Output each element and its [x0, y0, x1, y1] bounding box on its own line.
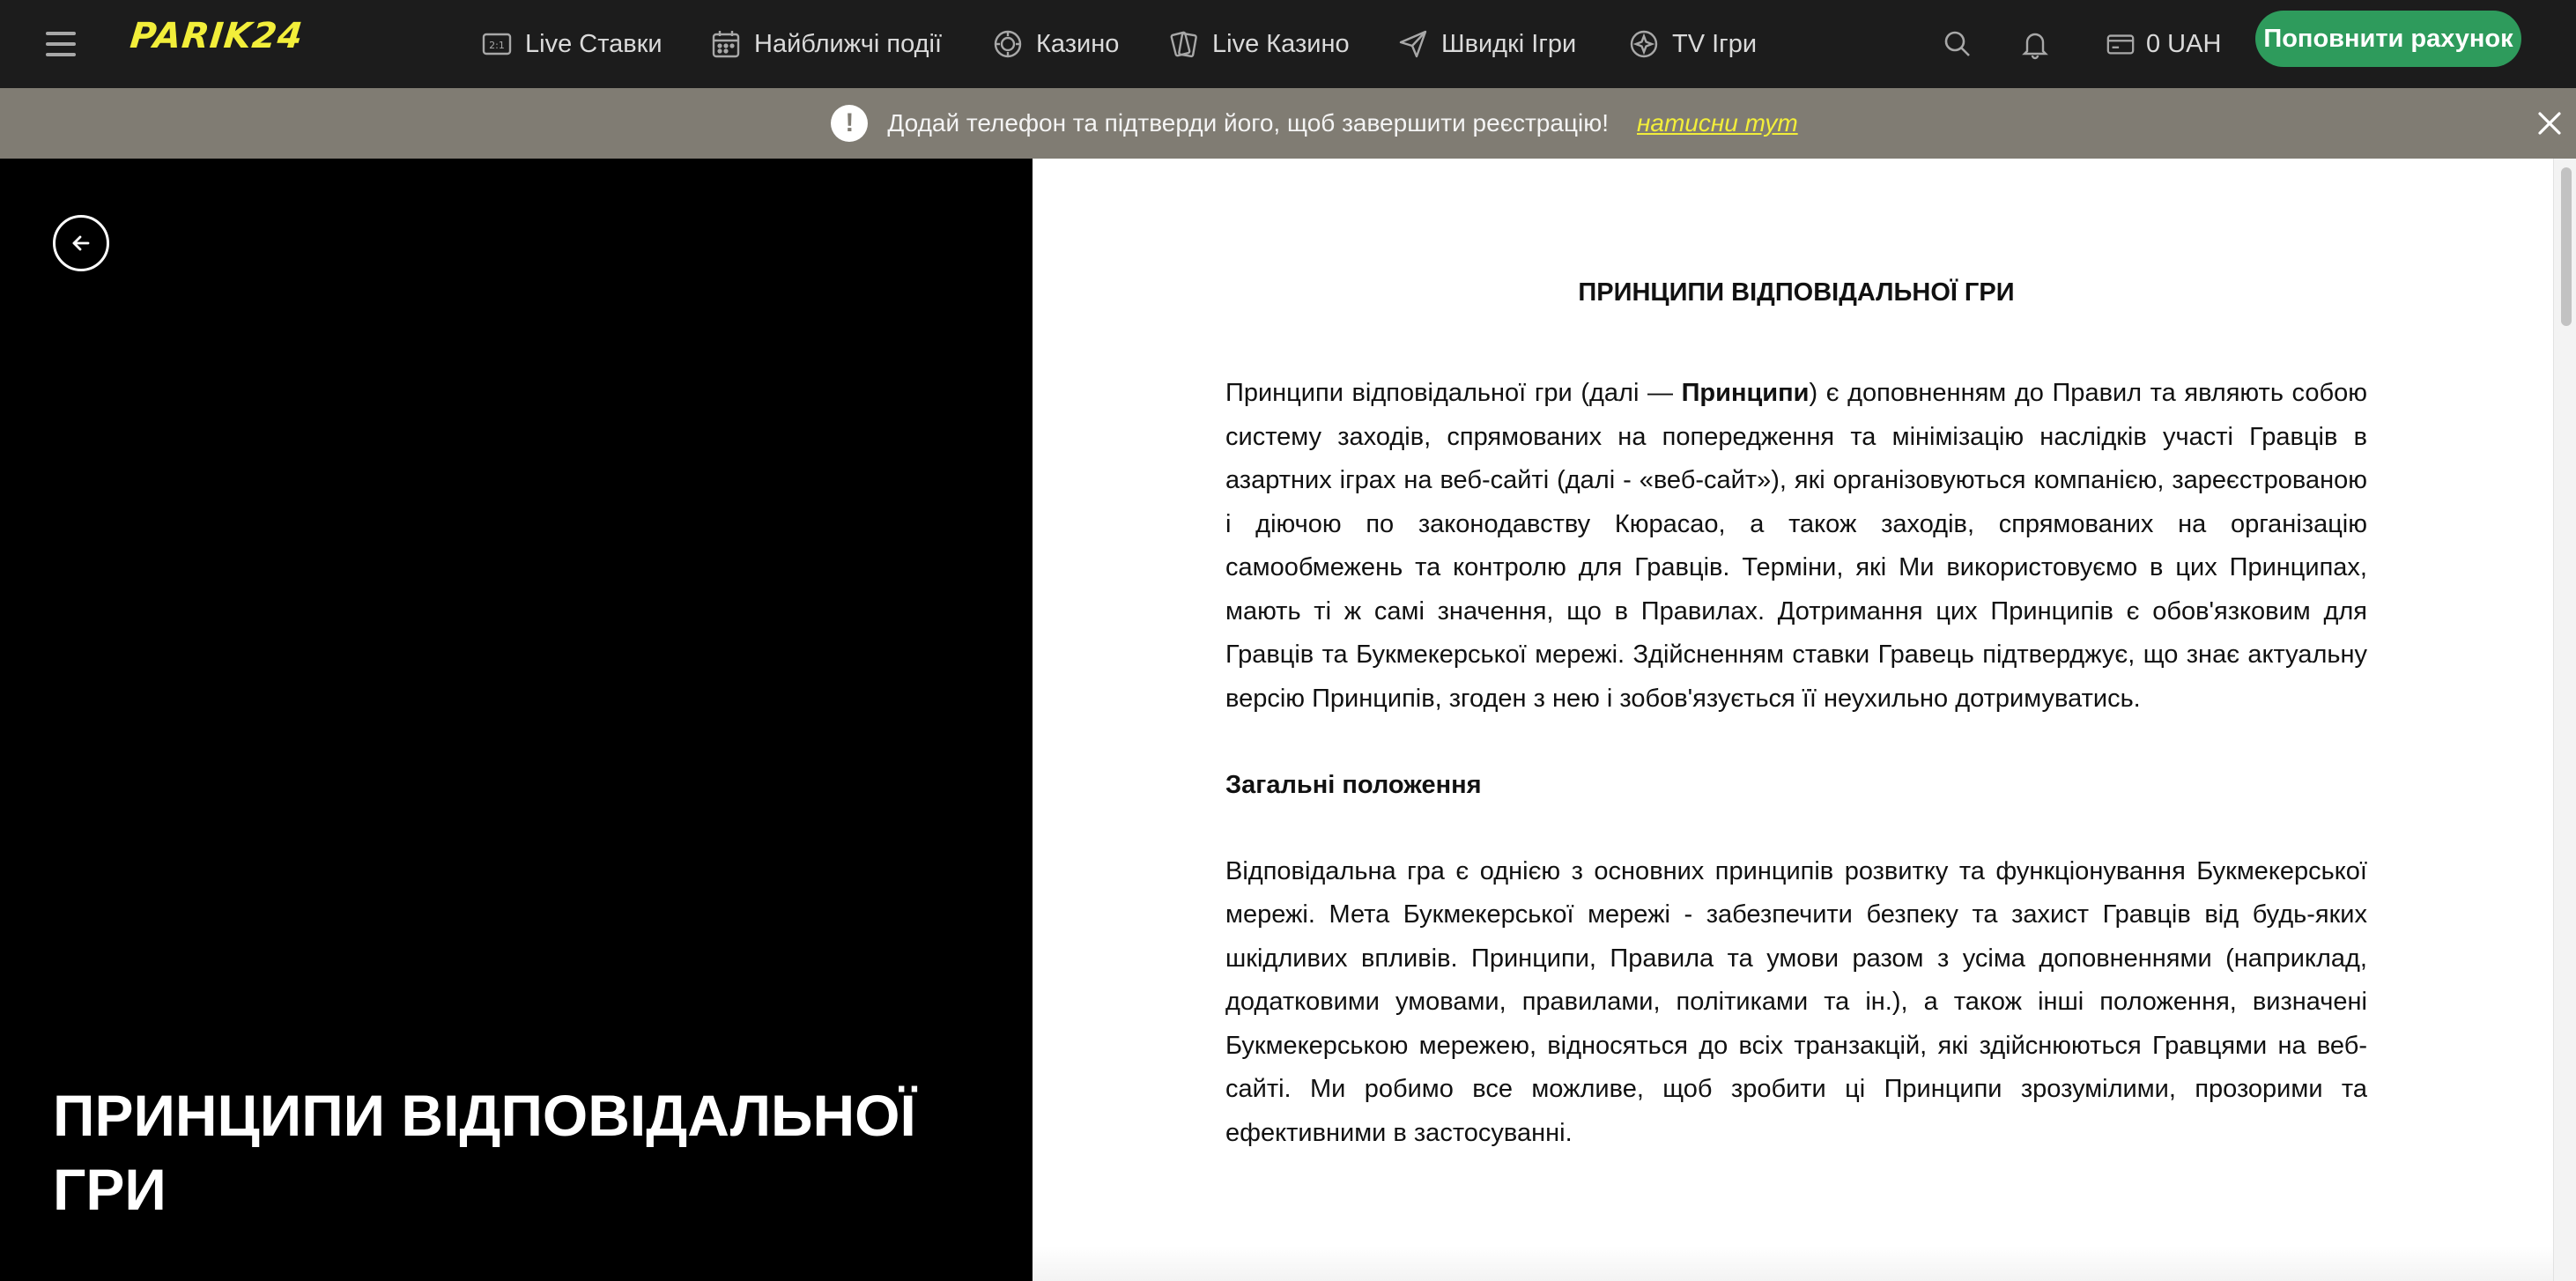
nav-item-live-bets[interactable]: [481, 19, 663, 69]
sparkle-icon: [1628, 28, 1660, 60]
section-heading: Загальні положення: [1225, 771, 1482, 799]
intro-paragraph: [1225, 372, 2367, 721]
balance-amount: 0 UAH: [2146, 29, 2222, 58]
nav-label: Швидкі Ігри: [1441, 29, 1577, 58]
intro-text-start: Принципи відповідальної гри (далі —: [1225, 379, 1682, 407]
svg-text:2:1: 2:1: [489, 40, 505, 51]
calendar-icon: [710, 28, 742, 60]
document-body: [1225, 159, 2367, 1155]
scrollbar[interactable]: [2553, 159, 2576, 1281]
search-icon[interactable]: [1935, 21, 1980, 67]
nav-label: Live Ставки: [525, 29, 663, 58]
wallet-icon: [2106, 29, 2136, 59]
nav-label: Live Казино: [1212, 29, 1350, 58]
intro-bold-term: Принципи: [1681, 379, 1810, 407]
nav-item-casino[interactable]: [992, 19, 1119, 69]
document-title: ПРИНЦИПИ ВІДПОВІДАЛЬНОЇ ГРИ: [1578, 278, 2015, 307]
arrow-left-icon: [69, 231, 93, 255]
menu-icon[interactable]: [46, 26, 76, 62]
banner-text: Додай телефон та підтверди його, щоб завершити реєстрацію!: [887, 109, 1609, 137]
nav-label: Найближчі події: [754, 29, 942, 58]
intro-text-end: ) є доповненням до Правил та являють собою систему заходів, спрямованих на попередження та мінімізацію наслідків участі Гравців в азартних іграх на веб-сайті (далі - «веб-сайт»), які організовуються компанією, зареєстрованою і діючою по законодавству Кюрасао, а також заходів, спрямованих на організацію самообмежень та контролю для Гравців. Терміни, які Ми використовуємо в цих Принципах, мають ті ж самі значення, що в Правилах. Дотримання цих Принципів є обов'язковим для Гравців та Букмекерської мережі. Здійсненням ставки Гравець підтверджує, що знає актуальну версію Принципів, згоден з нею і зобов'язується її неухильно дотримуватись.: [1225, 379, 2367, 713]
deposit-button[interactable]: Поповнити рахунок: [2255, 11, 2521, 67]
nav-item-upcoming-events[interactable]: [710, 19, 942, 69]
paper-plane-icon: [1397, 28, 1429, 60]
back-button[interactable]: [53, 215, 109, 271]
page-title: ПРИНЦИПИ ВІДПОВІДАЛЬНОЇ ГРИ: [53, 1083, 916, 1222]
live-score-icon: [481, 28, 513, 60]
nav-item-tv-games[interactable]: [1628, 19, 1757, 69]
nav-label: Казино: [1036, 29, 1120, 58]
document-area: [1033, 159, 2553, 1281]
bell-icon[interactable]: [2012, 21, 2058, 67]
scrollbar-thumb[interactable]: [2561, 167, 2572, 326]
alert-icon: !: [831, 105, 868, 142]
casino-chip-icon: [992, 28, 1024, 60]
registration-banner: [0, 88, 2576, 159]
close-icon[interactable]: [2532, 106, 2567, 141]
hero-panel: [0, 159, 1033, 1281]
logo[interactable]: PARIK24: [128, 16, 306, 56]
cards-icon: [1168, 28, 1200, 60]
nav-label: TV Ігри: [1672, 29, 1758, 58]
banner-link[interactable]: натисни тут: [1637, 109, 1798, 137]
nav-item-live-casino[interactable]: [1168, 19, 1350, 69]
section-paragraph: Відповідальна гра є однією з основних принципів розвитку та функціонування Букмекерської мережі. Мета Букмекерської мережі - забезпечити безпеку та захист Гравців від будь-яких шкідливих впливів. Принципи, Правила та умови разом з усіма доповненнями (наприклад, додатковими умовами, правилами, політиками та ін.), а також інші положення, визначені Букмекерською мережею, відносяться до всіх транзакцій, які здійснюються Гравцями на веб-сайті. Ми робимо все можливе, щоб зробити ці Принципи зрозумілими, прозорими та ефективними в застосуванні.: [1225, 856, 2367, 1147]
bottom-fade: [1033, 1246, 2553, 1281]
nav-item-fast-games[interactable]: [1397, 19, 1576, 69]
top-navigation-bar: [0, 0, 2576, 88]
balance-display[interactable]: [2106, 19, 2221, 69]
